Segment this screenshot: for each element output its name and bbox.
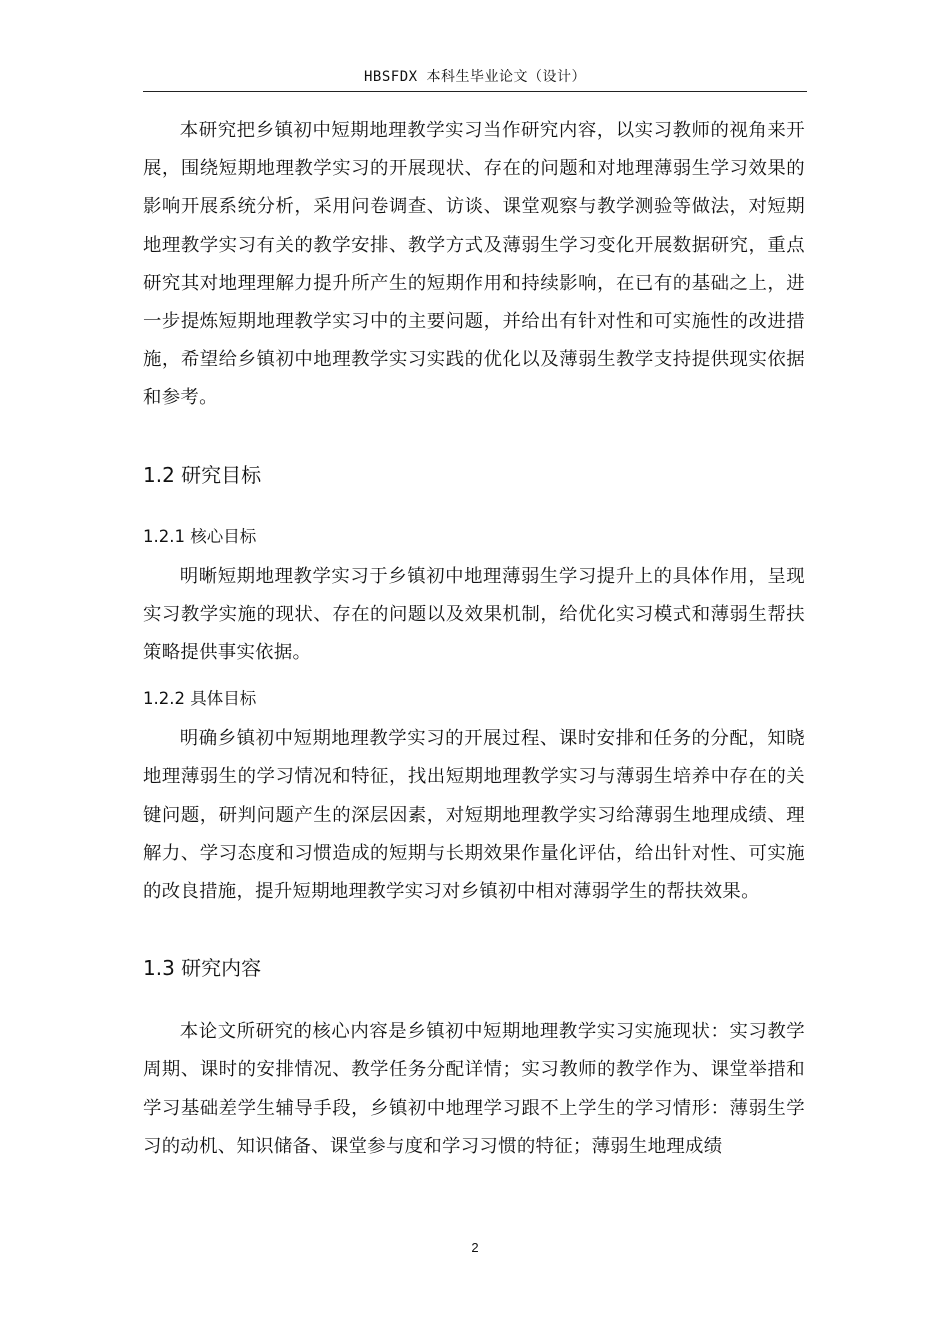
subsection-title: 核心目标 xyxy=(190,526,257,546)
subsection-heading-1-2-1 xyxy=(143,524,805,550)
subsection-title: 具体目标 xyxy=(190,689,257,709)
section-title: 研究目标 xyxy=(181,462,262,487)
research-content-paragraph: 本论文所研究的核心内容是乡镇初中短期地理教学实习实施现状：实习教学周期、课时的安排情况、教学任务分配详情；实习教师的教学作为、课堂举措和学习基础差学生辅导手段，乡镇初中地理学习跟不上学生的学习情形：薄弱生学习的动机、知识储备、课堂参与度和学习习惯的特征；薄弱生地理成绩 xyxy=(143,1021,805,1157)
section-title: 研究内容 xyxy=(181,956,262,981)
section-number: 1.3 xyxy=(143,956,175,981)
page-content xyxy=(143,112,805,1166)
page-number: 2 xyxy=(471,1240,479,1255)
section-number: 1.2 xyxy=(143,462,175,487)
specific-goal-paragraph: 明确乡镇初中短期地理教学实习的开展过程、课时安排和任务的分配，知晓地理薄弱生的学习情况和特征，找出短期地理教学实习与薄弱生培养中存在的关键问题，研判问题产生的深层因素，对短期地理教学实习给薄弱生地理成绩、理解力、学习态度和习惯造成的短期与长期效果作量化评估，给出针对性、可实施的改良措施，提升短期地理教学实习对乡镇初中相对薄弱学生的帮扶效果。 xyxy=(143,728,805,903)
subsection-number: 1.2.2 xyxy=(143,689,185,709)
subsection-number: 1.2.1 xyxy=(143,526,185,546)
core-goal-paragraph: 明晰短期地理教学实习于乡镇初中地理薄弱生学习提升上的具体作用，呈现实习教学实施的现状、存在的问题以及效果机制，给优化实习模式和薄弱生帮扶策略提供事实依据。 xyxy=(143,565,805,664)
section-heading-1-3 xyxy=(143,953,805,983)
page-header: HBSFDX 本科生毕业论文（设计） xyxy=(363,69,586,85)
header-rule xyxy=(143,91,807,92)
section-heading-1-2 xyxy=(143,460,805,490)
intro-paragraph: 本研究把乡镇初中短期地理教学实习当作研究内容，以实习教师的视角来开展，围绕短期地理教学实习的开展现状、存在的问题和对地理薄弱生学习效果的影响开展系统分析，采用问卷调查、访谈、课堂观察与教学测验等做法，对短期地理教学实习有关的教学安排、教学方式及薄弱生学习变化开展数据研究，重点研究其对地理理解力提升所产生的短期作用和持续影响，在已有的基础之上，进一步提炼短期地理教学实习中的主要问题，并给出有针对性和可实施性的改进措施，希望给乡镇初中地理教学实习实践的优化以及薄弱生教学支持提供现实依据和参考。 xyxy=(143,120,805,409)
subsection-heading-1-2-2 xyxy=(143,686,805,712)
